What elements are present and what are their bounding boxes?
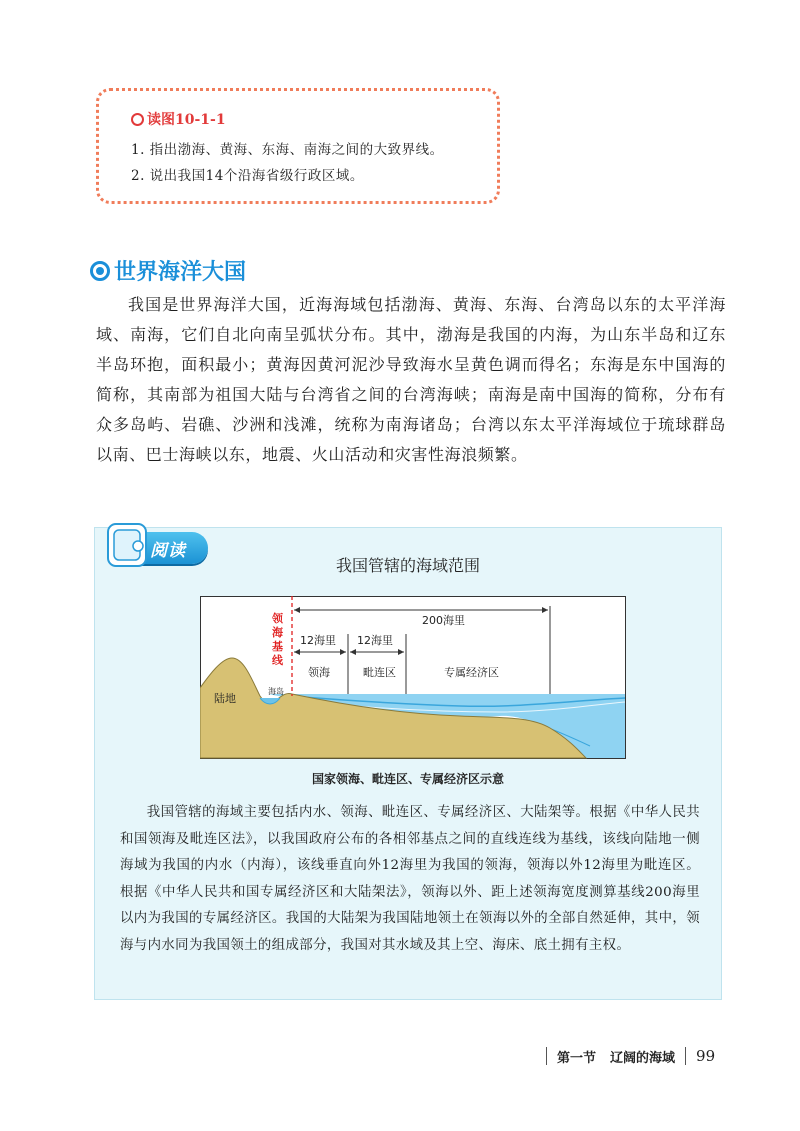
zone-eez: 专属经济区 (444, 666, 499, 679)
diagram-caption: 国家领海、毗连区、专属经济区示意 (311, 772, 504, 786)
footer-chapter: 辽阔的海域 (610, 1050, 676, 1066)
footer-divider (546, 1047, 547, 1065)
baseline-label: 海 (272, 626, 283, 639)
ring-icon (131, 113, 144, 126)
bullseye-icon (90, 261, 110, 281)
footer-divider (685, 1047, 686, 1065)
diagram-title: 我国管辖的海域范围 (335, 556, 480, 575)
exercise-title (131, 109, 477, 129)
label-12-territorial: 12海里 (300, 634, 336, 647)
reading-badge-label: 阅读 (150, 541, 186, 561)
baseline-label: 线 (272, 654, 283, 667)
sea-zone-diagram (200, 596, 636, 762)
label-12-contiguous: 12海里 (357, 634, 393, 647)
land-label: 陆地 (214, 692, 236, 705)
baseline-label: 领 (272, 612, 283, 625)
zone-territorial: 领海 (308, 666, 330, 679)
body-paragraph: 我国是世界海洋大国，近海海域包括渤海、黄海、东海、台湾岛以东的太平洋海域、南海，它们自北向南呈弧状分布。其中，渤海是我国的内海，为山东半岛和辽东半岛环抱，面积最小；黄海因黄河泥沙导致海水呈黄色调而得名；东海是东中国海的简称，其南部为祖国大陆与台湾省之间的台湾海峡；南海是南中国海的简称，分布有众多岛屿、岩礁、沙洲和浅滩，统称为南海诸岛；台湾以东太平洋海域位于琉球群岛以南、巴士海峡以东，地震、火山活动和灾害性海浪频繁。 (96, 295, 726, 464)
exercise-item: 2. 说出我国14个沿海省级行政区域。 (131, 168, 364, 184)
label-200: 200海里 (422, 614, 465, 627)
section-heading (90, 255, 246, 286)
section-heading-text: 世界海洋大国 (114, 260, 247, 285)
page-footer (536, 1046, 715, 1066)
page-number: 99 (696, 1047, 716, 1065)
exercise-box (96, 88, 500, 204)
exercise-title-text: 读图10-1-1 (147, 112, 226, 128)
exercise-item: 1. 指出渤海、黄海、东海、南海之间的大致界线。 (131, 142, 444, 158)
baseline-label: 基 (272, 640, 283, 653)
bay-label: 海岛 (268, 687, 284, 696)
reading-paragraph: 我国管辖的海域主要包括内水、领海、毗连区、专属经济区、大陆架等。根据《中华人民共和国领海及毗连区法》，以我国政府公布的各相邻基点之间的直线连线为基线，该线向陆地一侧海域为我国的内水（内海），该线垂直向外12海里为我国的领海，领海以外12海里为毗连区。根据《中华人民共和国专属经济区和大陆架法》，领海以外、距上述领海宽度测算基线200海里以内为我国的专属经济区。我国的大陆架为我国陆地领土在领海以外的全部自然延伸，其中，领海与内水同为我国领土的组成部分，我国对其水域及其上空、海床、底土拥有主权。 (120, 805, 700, 953)
zone-contiguous: 毗连区 (363, 666, 396, 679)
footer-section: 第一节 (557, 1050, 597, 1066)
